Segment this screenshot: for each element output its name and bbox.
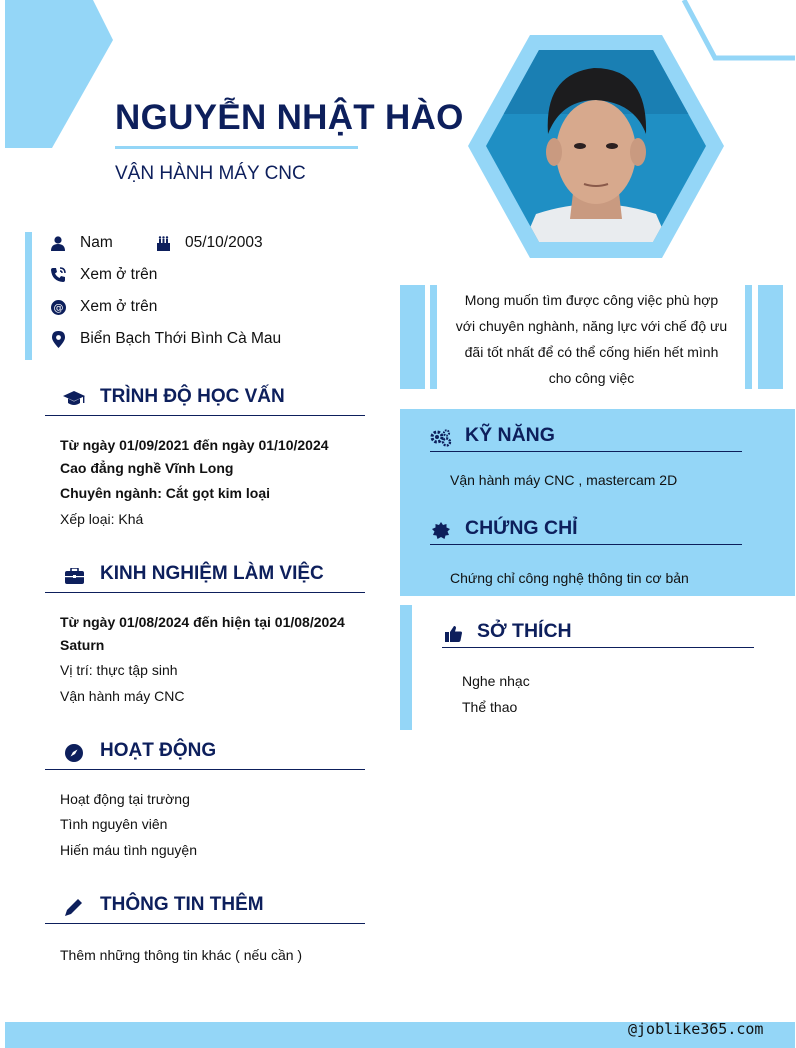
email-value: Xem ở trên xyxy=(80,298,158,315)
contact-birthday xyxy=(155,234,263,252)
svg-text:@: @ xyxy=(53,302,63,314)
candidate-name: NGUYỄN NHẬT HÀO xyxy=(115,98,464,137)
education-school: Cao đẳng nghề Vĩnh Long xyxy=(60,460,234,476)
section-header-certificates xyxy=(430,517,742,545)
compass-icon xyxy=(63,742,85,764)
experience-period: Từ ngày 01/08/2024 đến hiện tại 01/08/2024 xyxy=(60,614,345,630)
birthday-value: 05/10/2003 xyxy=(185,234,263,251)
skills-title: KỸ NĂNG xyxy=(465,424,555,446)
objective-line: cho công việc xyxy=(548,370,635,386)
contact-phone xyxy=(50,266,157,284)
cake-icon xyxy=(155,235,171,251)
contact-accent-bar xyxy=(25,232,32,360)
map-marker-icon xyxy=(50,331,66,347)
job-title: VẬN HÀNH MÁY CNC xyxy=(115,163,306,184)
objective-bar-right-thin xyxy=(745,285,752,389)
additional-text: Thêm những thông tin khác ( nếu cần ) xyxy=(60,947,303,963)
education-title: TRÌNH ĐỘ HỌC VẤN xyxy=(100,386,285,407)
profile-photo xyxy=(466,34,726,260)
objective-line: với chuyên nghành, năng lực với chế độ ưu xyxy=(455,318,728,334)
contact-address xyxy=(50,330,281,348)
education-grade: Xếp loại: Khá xyxy=(60,511,144,527)
phone-value: Xem ở trên xyxy=(80,266,158,283)
user-icon xyxy=(50,235,66,251)
objective-bar-left-wide xyxy=(400,285,425,389)
experience-company: Saturn xyxy=(60,637,105,653)
at-icon xyxy=(50,299,66,315)
section-header-education xyxy=(45,384,365,416)
career-objective xyxy=(450,287,733,391)
section-header-hobbies xyxy=(442,620,754,648)
activity-item: Hiến máu tình nguyện xyxy=(60,842,197,858)
thumbs-up-icon xyxy=(442,623,464,645)
cogs-icon xyxy=(430,427,452,449)
footer-watermark: @joblike365.com xyxy=(628,1020,764,1038)
education-major: Chuyên ngành: Cắt gọt kim loại xyxy=(60,485,271,501)
address-value: Biển Bạch Thới Bình Cà Mau xyxy=(80,330,282,347)
name-underline xyxy=(115,146,358,149)
graduation-cap-icon xyxy=(63,388,85,410)
contact-email xyxy=(50,298,157,316)
section-header-skills xyxy=(430,424,742,452)
activity-item: Hoạt động tại trường xyxy=(60,791,190,807)
activity-item: Tình nguyên viên xyxy=(60,816,168,832)
certificates-title: CHỨNG CHỈ xyxy=(465,517,578,539)
certificate-icon xyxy=(430,520,452,542)
section-header-experience xyxy=(45,561,365,593)
contact-gender xyxy=(50,234,113,252)
phone-icon xyxy=(50,267,66,283)
experience-title: KINH NGHIỆM LÀM VIỆC xyxy=(100,563,324,584)
education-period: Từ ngày 01/09/2021 đến ngày 01/10/2024 xyxy=(60,437,329,453)
experience-description: Vận hành máy CNC xyxy=(60,688,185,704)
objective-line: đãi tốt nhất để có thể cống hiến hết mình xyxy=(464,344,719,360)
hobbies-accent-bar xyxy=(400,605,412,730)
experience-position: Vị trí: thực tập sinh xyxy=(60,662,178,678)
objective-bar-left-thin xyxy=(430,285,437,389)
hobby-item: Nghe nhạc xyxy=(462,673,530,689)
additional-title: THÔNG TIN THÊM xyxy=(100,894,264,915)
section-header-additional xyxy=(45,892,365,924)
hobbies-title: SỞ THÍCH xyxy=(477,620,572,642)
section-header-activities xyxy=(45,738,365,770)
objective-bar-right-wide xyxy=(758,285,783,389)
decorative-shape-top-left xyxy=(5,0,115,150)
objective-line: Mong muốn tìm được công việc phù hợp xyxy=(464,292,719,308)
skills-text: Vận hành máy CNC , mastercam 2D xyxy=(450,472,678,488)
gender-value: Nam xyxy=(80,234,113,251)
certificates-text: Chứng chỉ công nghệ thông tin cơ bản xyxy=(450,570,689,586)
activities-title: HOẠT ĐỘNG xyxy=(100,740,217,761)
hobby-item: Thể thao xyxy=(462,699,518,715)
pencil-icon xyxy=(63,896,85,918)
briefcase-icon xyxy=(63,565,85,587)
